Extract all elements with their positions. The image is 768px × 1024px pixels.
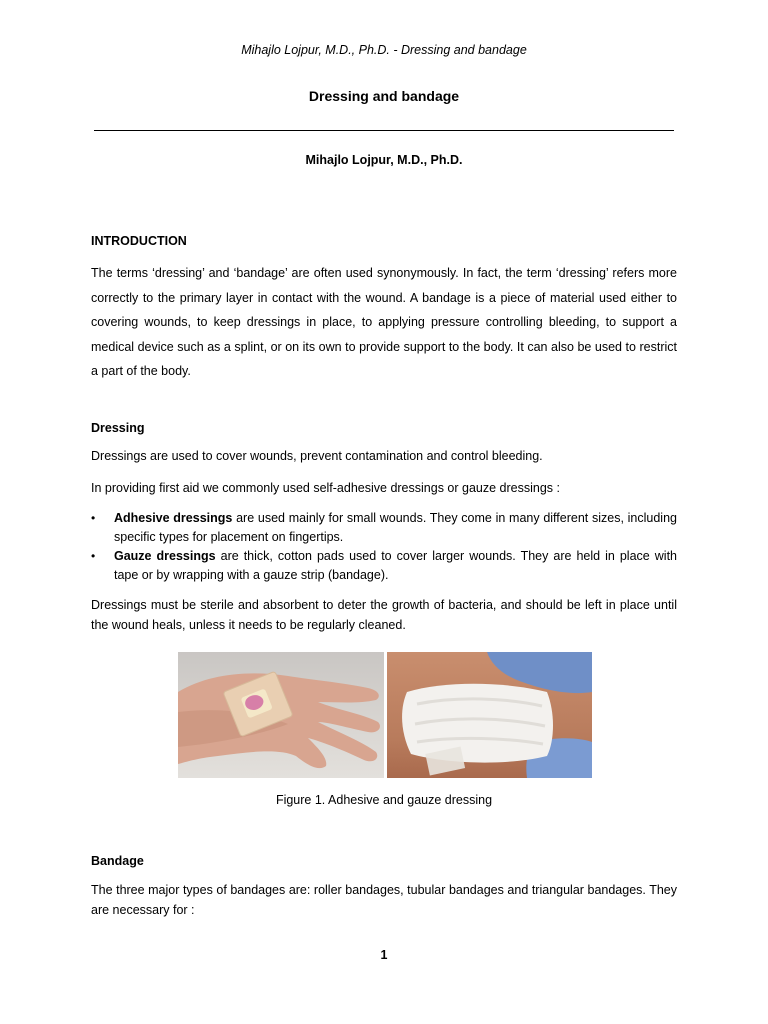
list-item	[91, 547, 677, 585]
bandage-heading: Bandage	[91, 854, 144, 868]
bullet-text: are used mainly for small wounds. They come in many different sizes, including specific types for placement on fingertips.	[114, 511, 677, 544]
page-number: 1	[380, 948, 388, 962]
bandage-section	[91, 854, 677, 920]
dressing-bullet-list	[91, 509, 677, 585]
hand-with-adhesive-dressing-image	[178, 652, 384, 778]
bullet-text: are thick, cotton pads used to cover larger wounds. They are held in place with tape or by wrapping with a gauze strip (bandage).	[114, 549, 677, 582]
adhesive-dressing-photo	[178, 652, 384, 778]
bullet-term: Adhesive dressings	[114, 511, 233, 525]
author-line: Mihajlo Lojpur, M.D., Ph.D.	[305, 153, 463, 167]
bullet-icon: •	[91, 549, 96, 563]
bullet-term: Gauze dressings	[114, 549, 216, 563]
introduction-section	[91, 234, 677, 384]
dressing-heading: Dressing	[91, 421, 145, 435]
document-title: Dressing and bandage	[308, 88, 460, 104]
bandage-paragraph: The three major types of bandages are: roller bandages, tubular bandages and triangular bandages. They are necessary for :	[91, 883, 677, 917]
figure-images	[178, 652, 592, 778]
introduction-paragraph: The terms ‘dressing’ and ‘bandage’ are often used synonymously. In fact, the term ‘dressing’ refers more correctly to the primary layer in contact with the wound. A bandage is a piece of material used either to covering wounds, to keep dressings in place, to applying pressure controlling bleeding, to support a medical device such as a splint, or on its own to provide support to the body. It can also be used to restrict a part of the body.	[91, 266, 677, 378]
bullet-icon: •	[91, 511, 96, 525]
title-rule	[94, 130, 674, 131]
dressing-paragraph-2: In providing first aid we commonly used self-adhesive dressings or gauze dressings :	[91, 480, 560, 495]
gauze-dressing-photo	[387, 652, 592, 778]
figure-caption: Figure 1. Adhesive and gauze dressing	[275, 793, 493, 807]
introduction-heading: INTRODUCTION	[91, 234, 187, 248]
dressing-section	[91, 421, 677, 635]
running-header: Mihajlo Lojpur, M.D., Ph.D. - Dressing and bandage	[241, 43, 527, 57]
dressing-paragraph-3: Dressings must be sterile and absorbent to deter the growth of bacteria, and should be left in place until the wound heals, unless it needs to be regularly cleaned.	[91, 598, 677, 632]
dressing-paragraph-1: Dressings are used to cover wounds, prevent contamination and control bleeding.	[91, 449, 543, 463]
arm-with-gauze-dressing-image	[387, 652, 592, 778]
list-item	[91, 509, 677, 547]
